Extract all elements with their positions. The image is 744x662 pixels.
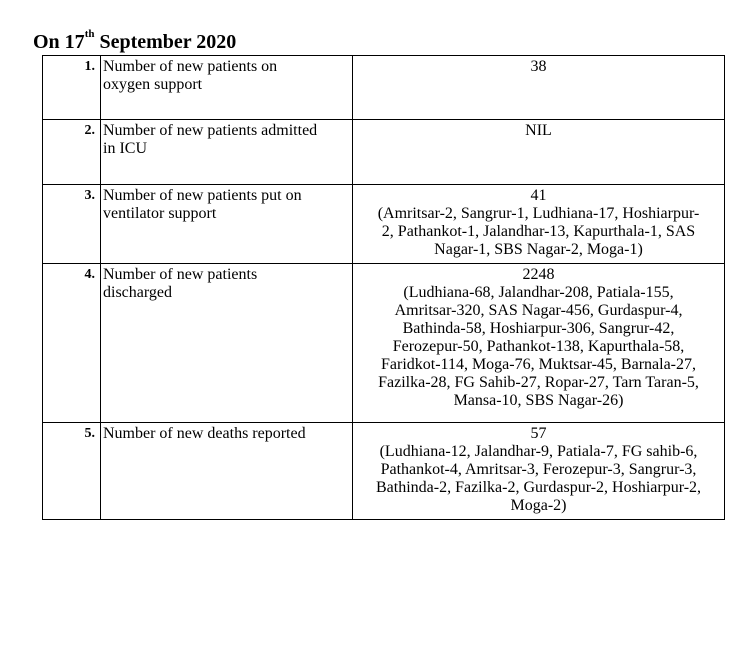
row-value bbox=[353, 185, 725, 264]
value-line: Fazilka-28, FG Sahib-27, Ropar-27, Tarn Taran-5, bbox=[378, 374, 699, 391]
heading-superscript: th bbox=[84, 28, 95, 41]
heading-prefix: On 17 bbox=[33, 31, 85, 53]
value-line: Nagar-1, SBS Nagar-2, Moga-1) bbox=[434, 241, 643, 258]
value-line: Ferozepur-50, Pathankot-138, Kapurthala-58, bbox=[392, 338, 685, 355]
value-line: 2, Pathankot-1, Jalandhar-13, Kapurthala-1, SAS bbox=[381, 223, 696, 240]
row-value bbox=[353, 56, 725, 120]
row-number: 1. bbox=[43, 56, 101, 120]
table-row-ventilator-support bbox=[43, 185, 725, 264]
description-line: Number of new deaths reported bbox=[103, 425, 306, 442]
description-line: discharged bbox=[103, 284, 173, 301]
heading-suffix: September 2020 bbox=[94, 31, 237, 53]
value-line: 38 bbox=[530, 58, 547, 75]
row-value bbox=[353, 120, 725, 185]
row-number: 2. bbox=[43, 120, 101, 185]
value-line: Mansa-10, SBS Nagar-26) bbox=[453, 392, 624, 409]
value-line: Bathinda-2, Fazilka-2, Gurdaspur-2, Hoshiarpur-2, bbox=[375, 479, 702, 496]
row-number: 5. bbox=[43, 423, 101, 520]
description-line: ventilator support bbox=[103, 205, 217, 222]
value-line: Faridkot-114, Moga-76, Muktsar-45, Barnala-27, bbox=[380, 356, 697, 373]
value-line: (Ludhiana-12, Jalandhar-9, Patiala-7, FG sahib-6, bbox=[379, 443, 698, 460]
row-number: 4. bbox=[43, 264, 101, 423]
description-line: Number of new patients on bbox=[103, 58, 278, 75]
row-value bbox=[353, 423, 725, 520]
table-row-oxygen-support bbox=[43, 56, 725, 120]
row-description bbox=[101, 56, 353, 120]
value-line: Amritsar-320, SAS Nagar-456, Gurdaspur-4, bbox=[394, 302, 683, 319]
value-line: Bathinda-58, Hoshiarpur-306, Sangrur-42, bbox=[402, 320, 675, 337]
row-description bbox=[101, 423, 353, 520]
row-number: 3. bbox=[43, 185, 101, 264]
value-line: NIL bbox=[525, 122, 552, 139]
value-line: (Ludhiana-68, Jalandhar-208, Patiala-155, bbox=[403, 284, 674, 301]
value-line: 41 bbox=[530, 187, 547, 204]
description-line: Number of new patients admitted bbox=[103, 122, 318, 139]
value-line: Moga-2) bbox=[510, 497, 567, 514]
table-row-icu-admissions bbox=[43, 120, 725, 185]
row-description bbox=[101, 264, 353, 423]
row-description bbox=[101, 120, 353, 185]
value-line: 57 bbox=[530, 425, 547, 442]
row-description bbox=[101, 185, 353, 264]
description-line: Number of new patients bbox=[103, 266, 258, 283]
covid-report-table bbox=[42, 55, 725, 520]
description-line: oxygen support bbox=[103, 76, 203, 93]
report-date-heading bbox=[33, 30, 236, 54]
row-value bbox=[353, 264, 725, 423]
description-line: in ICU bbox=[103, 140, 147, 157]
table-row-discharged bbox=[43, 264, 725, 423]
value-line: Pathankot-4, Amritsar-3, Ferozepur-3, Sangrur-3, bbox=[380, 461, 697, 478]
value-line: (Amritsar-2, Sangrur-1, Ludhiana-17, Hoshiarpur- bbox=[377, 205, 700, 222]
table-row-deaths bbox=[43, 423, 725, 520]
value-line: 2248 bbox=[522, 266, 555, 283]
description-line: Number of new patients put on bbox=[103, 187, 302, 204]
